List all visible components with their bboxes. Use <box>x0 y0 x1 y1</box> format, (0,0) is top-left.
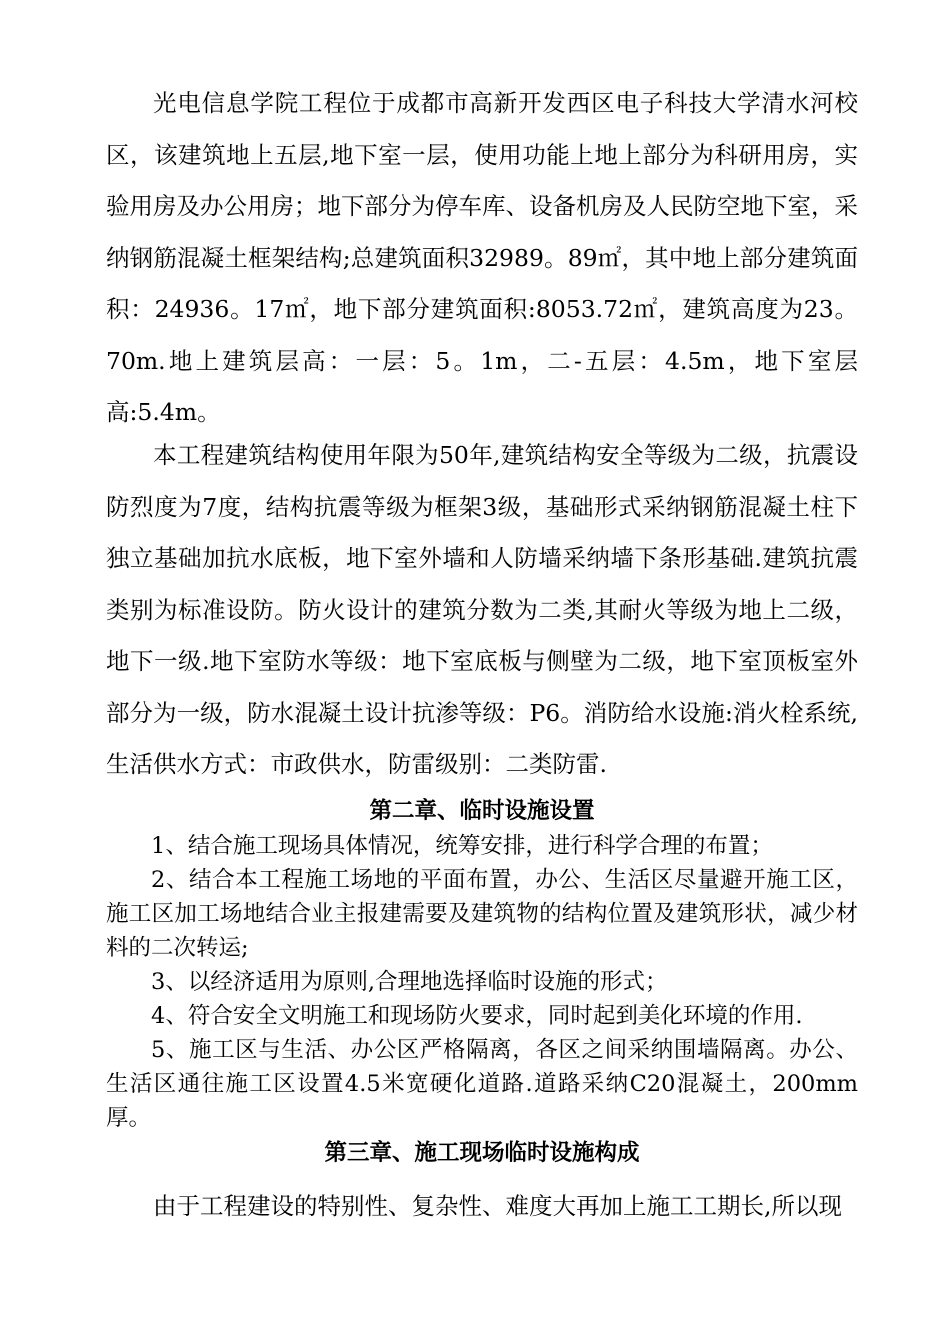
chapter-2-item-1: 1、结合施工现场具体情况，统筹安排，进行科学合理的布置； <box>151 833 773 859</box>
chapter-2-item-3: 3、以经济适用为原则,合理地选择临时设施的形式； <box>151 969 668 995</box>
chapter-2-item-5: 5、施工区与生活、办公区严格隔离，各区之间采纳围墙隔离。办公、生活区通往施工区设置4.5米宽硬化道路.道路采纳C20混凝土，200mm厚。 <box>106 1037 858 1131</box>
chapter-3-intro-paragraph: 由于工程建设的特别性、复杂性、难度大再加上施工工期长,所以现 <box>153 1192 842 1220</box>
chapter-3-heading: 第三章、施工现场临时设施构成 <box>324 1140 640 1166</box>
project-overview-paragraph: 光电信息学院工程位于成都市高新开发西区电子科技大学清水河校区，该建筑地上五层,地下室一层，使用功能上地上部分为科研用房，实验用房及办公用房；地下部分为停车库、设备机房及人民防空地下室，采纳钢筋混凝土框架结构;总建筑面积32989。89㎡，其中地上部分建筑面积：24936。17㎡，地下部分建筑面积:8053.72㎡，建筑高度为23。70m.地上建筑层高：一层：5。1m，二-五层：4.5m，地下室层高:5.4m。 <box>106 89 858 426</box>
structure-design-paragraph: 本工程建筑结构使用年限为50年,建筑结构安全等级为二级，抗震设防烈度为7度，结构抗震等级为框架3级，基础形式采纳钢筋混凝土柱下独立基础加抗水底板，地下室外墙和人防墙采纳墙下条形基础.建筑抗震类别为标准设防。防火设计的建筑分数为二类,其耐火等级为地上二级，地下一级.地下室防水等级：地下室底板与侧壁为二级，地下室顶板室外部分为一级，防水混凝土设计抗渗等级：P6。消防给水设施:消火栓系统,生活供水方式：市政供水，防雷级别：二类防雷. <box>106 441 858 778</box>
chapter-2-heading: 第二章、临时设施设置 <box>369 798 595 824</box>
chapter-2-item-4: 4、符合安全文明施工和现场防火要求，同时起到美化环境的作用. <box>151 1003 803 1029</box>
chapter-2-item-2: 2、结合本工程施工场地的平面布置，办公、生活区尽量避开施工区，施工区加工场地结合业主报建需要及建筑物的结构位置及建筑形状，减少材料的二次转运; <box>106 867 858 961</box>
